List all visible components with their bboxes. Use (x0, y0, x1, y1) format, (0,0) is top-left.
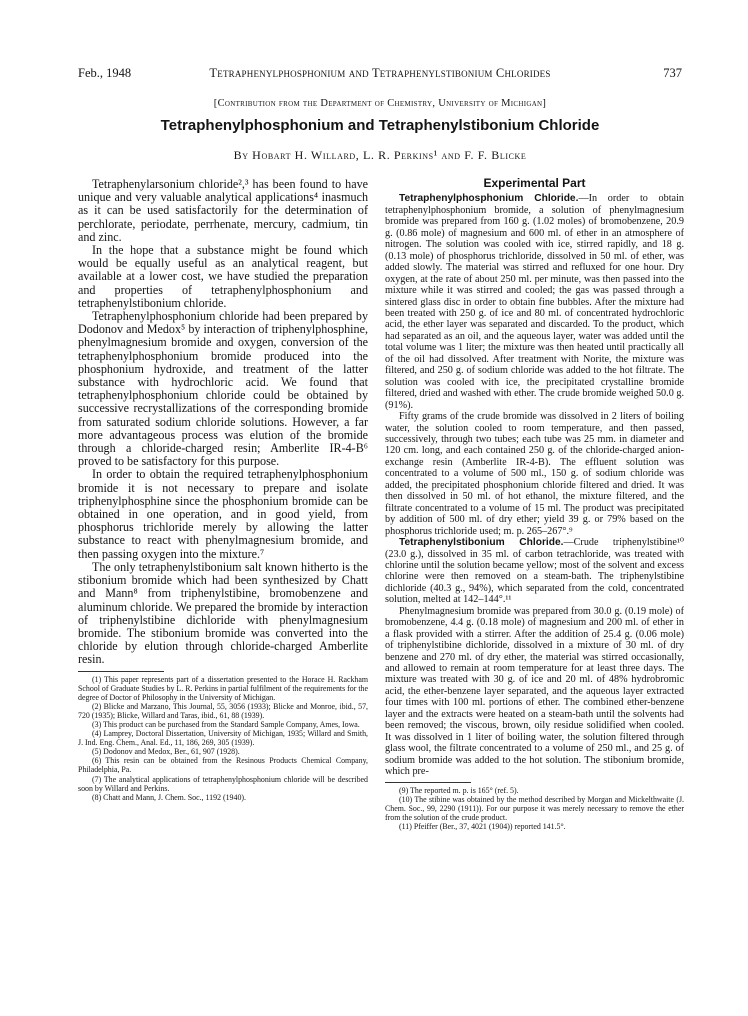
paragraph-text: —In order to obtain tetraphenylphosphonium bromide, a solution of phenylmagnesium bromide was prepared from 160 g. (1.02 moles) of bromobenzene, 20.9 g. (0.86 mole) of magnesium and 600 ml. of ether in an atmosphere of nitrogen. The solution was cooled with ice, stirred rapidly, and 18 g. (0.13 mole) of phosphorus trichloride, dissolved in 50 ml. of ether, was added slowly. The material was stirred and refluxed for one hour. Dry oxygen, at the rate of about 250 ml. per minute, was then passed into the mixture while it was stirred and cooled; the gas was passed through a sintered glass disc in order to obtain fine bubbles. After the mixture had been treated with 250 g. of ice and 80 ml. of concentrated hydrochloric acid, the ether layer was separated and discarded. To the product, which had separated as an oil, and the aqueous layer, water was added until the total volume was 1 liter; the mixture was then heated until practically all of the oil had dissolved. After treatment with Norite, the mixture was filtered, and 250 g. of sodium chloride was added to the hot filtrate. The solution was cooled with ice, the precipitated crystalline bromide filtered, dried and washed with ether. The crude bromide weighed 50.0 g. (91%). (385, 193, 684, 411)
intro-paragraph: Tetraphenylphosphonium chloride had been prepared by Dodonov and Medox⁵ by interaction of triphenylphosphine, phenylmagnesium bromide and oxygen, conversion of the tetraphenylphosphonium bromide produced into the phosphonium hydroxide, and treatment of the latter substance with hydrochloric acid. We found that tetraphenylphosphonium chloride could be obtained by successive recrystallizations of the corresponding bromide from saturated sodium chloride solutions. However, a far more advantageous process was elution of the bromide through a chloride-charged resin; Amberlite IR-4-B⁶ proved to be satisfactory for this purpose. (78, 309, 368, 469)
footnote: (9) The reported m. p. is 165° (ref. 5). (399, 785, 519, 795)
page-number: 737 (663, 66, 682, 80)
intro-paragraph: Tetraphenylarsonium chloride²,³ has been found to have unique and very valuable analytical applications⁴ inasmuch as it can be used satisfactorily for the determination of perchlorate, periodate, perrhenate, mercury, cadmium, tin and zinc. (78, 178, 368, 244)
paragraph-text: Fifty grams of the crude bromide was dissolved in 2 liters of boiling water, the solution cooled to room temperature, and then passed, successively, through two tubes; each tube was 25 mm. in diameter and 120 cm. long, and each contained 250 g. of the chloride-charged anion-exchange resin (Amberlite IR-4-B). The effluent solution was concentrated to a volume of 500 ml., 150 g. of sodium chloride was added, the precipitated phosphonium chloride filtered and dried. It was then dissolved in 50 ml. of hot ethanol, the mixture filtered, and the filtrate concentrated to a volume of 15 ml. The product was precipitated by addition of 500 ml. of dry ether; yield 39 g. or 79% based on the phosphorus trichloride used; m. p. 265–267°.⁹ (385, 411, 684, 537)
experimental-paragraph (385, 193, 684, 411)
paragraph-text: Phenylmagnesium bromide was prepared from 30.0 g. (0.19 mole) of bromobenzene, 4.4 g. (0.18 mole) of magnesium and 200 ml. of ether in a flask provided with a stirrer. After the addition of 25.4 g. (0.06 mole) of triphenylstibine dichloride, dissolved in a mixture of 30 ml. of dry benzene and 270 ml. of dry ether, the material was stirred occasionally, and allowed to remain at room temperature for at least three days. The mixture was treated with 30 g. of ice and 20 ml. of 48% hydrobromic acid, the ether-benzene layer separated, and the aqueous layer extracted four times with 100 ml. portions of ether. The combined ether-benzene layer and the extracts were heated on a steam-bath until the solvents had been removed; the viscous, brown, oily residue solidified when cooled. It was dissolved in 1 liter of boiling water, the solution filtered through glass wool, the filtrate concentrated to a volume of 250 ml., and 25 g. of sodium bromide was added to the hot solution. The stibonium bromide, which pre- (385, 605, 684, 778)
running-head-title: Tetraphenylphosphonium and Tetraphenylstibonium Chlorides (209, 66, 551, 80)
running-head (78, 64, 682, 82)
footnote: (11) Pfeiffer (Ber., 37, 4021 (1904)) reported 141.5°. (399, 821, 566, 831)
footnote: (4) Lamprey, Doctoral Dissertation, University of Michigan, 1935; Willard and Smith, J. Ind. Eng. Chem., Anal. Ed., 11, 186, 269, 305 (1939). (78, 729, 368, 748)
footnote-divider (385, 782, 471, 783)
footnote: (2) Blicke and Marzano, This Journal, 55, 3056 (1933); Blicke and Monroe, ibid., 57, 720 (1935); Blicke, Willard and Taras, ibid., 61, 88 (1939). (78, 701, 368, 720)
runin-heading: Tetraphenylphosphonium Chloride. (399, 193, 579, 205)
footnote: (10) The stibine was obtained by the method described by Morgan and Mickelthwaite (J. Chem. Soc., 99, 2290 (1911)). For our purpose it was merely necessary to remove the ether from the solution of the crude product. (385, 794, 684, 822)
footnote: (7) The analytical applications of tetraphenylphosphonium chloride will be described soon by Willard and Perkins. (78, 774, 368, 793)
footnote-divider (78, 671, 164, 672)
experimental-paragraph (385, 411, 684, 537)
contribution-line: [Contribution from the Department of Chemistry, University of Michigan] (213, 98, 547, 109)
experimental-paragraph (385, 537, 684, 606)
runin-heading: Tetraphenylstibonium Chloride. (399, 537, 564, 549)
footnote: (5) Dodonov and Medox, Ber., 61, 907 (1928). (92, 747, 240, 757)
footnote: (3) This product can be purchased from the Standard Sample Company, Ames, Iowa. (92, 719, 360, 729)
intro-paragraph: The only tetraphenylstibonium salt known hitherto is the stibonium bromide which had been synthesized by Chatt and Mann⁸ from triphenylstibine, bromobenzene and aluminum chloride. We prepared the bromide by interaction of triphenylstibine dichloride with phenylmagnesium bromide. The stibonium bromide was converted into the chloride by elution through chloride-charged Amberlite resin. (78, 559, 368, 667)
section-heading: Experimental Part (483, 178, 586, 190)
article-title: Tetraphenylphosphonium and Tetraphenylstibonium Chloride (160, 117, 600, 134)
right-column (385, 178, 684, 938)
footnote: (1) This paper represents part of a dissertation presented to the Horace H. Rackham School of Graduate Studies by L. R. Perkins in partial fulfilment of the requirements for the degree of Doctor of Philosophy in the University of Michigan. (78, 674, 368, 702)
footnote: (8) Chatt and Mann, J. Chem. Soc., 1192 (1940). (92, 792, 246, 802)
intro-paragraph: In the hope that a substance might be found which would be equally useful as an analytical reagent, but available at a lower cost, we have studied the preparation and properties of tetraphenylphosphonium and tetraphenylstibonium chloride. (78, 243, 368, 310)
author-byline: By Hobart H. Willard, L. R. Perkins¹ and F. F. Blicke (233, 148, 527, 162)
intro-paragraph: In order to obtain the required tetraphenylphosphonium bromide it is not necessary to prepare and isolate triphenylphosphine since the phosphonium bromide can be obtained in one operation, and in good yield, from phosphorus trichloride merely by allowing the latter substance to react with phenylmagnesium bromide, and then passing oxygen into the mixture.⁷ (78, 467, 368, 561)
left-column (78, 178, 368, 938)
paragraph-text: —Crude triphenylstibine¹⁰ (23.0 g.), dissolved in 35 ml. of carbon tetrachloride, was treated with chlorine until the solution became yellow; most of the solvent and excess chlorine were then removed on a steam-bath. The triphenylstibine dichloride (40.3 g., 94%), which separated from the cold, concentrated solution, melted at 142–144°.¹¹ (385, 537, 684, 606)
footnote: (6) This resin can be obtained from the Resinous Products Chemical Company, Philadelphia, Pa. (78, 756, 368, 775)
running-head-date: Feb., 1948 (78, 66, 132, 80)
experimental-paragraph (385, 606, 684, 778)
